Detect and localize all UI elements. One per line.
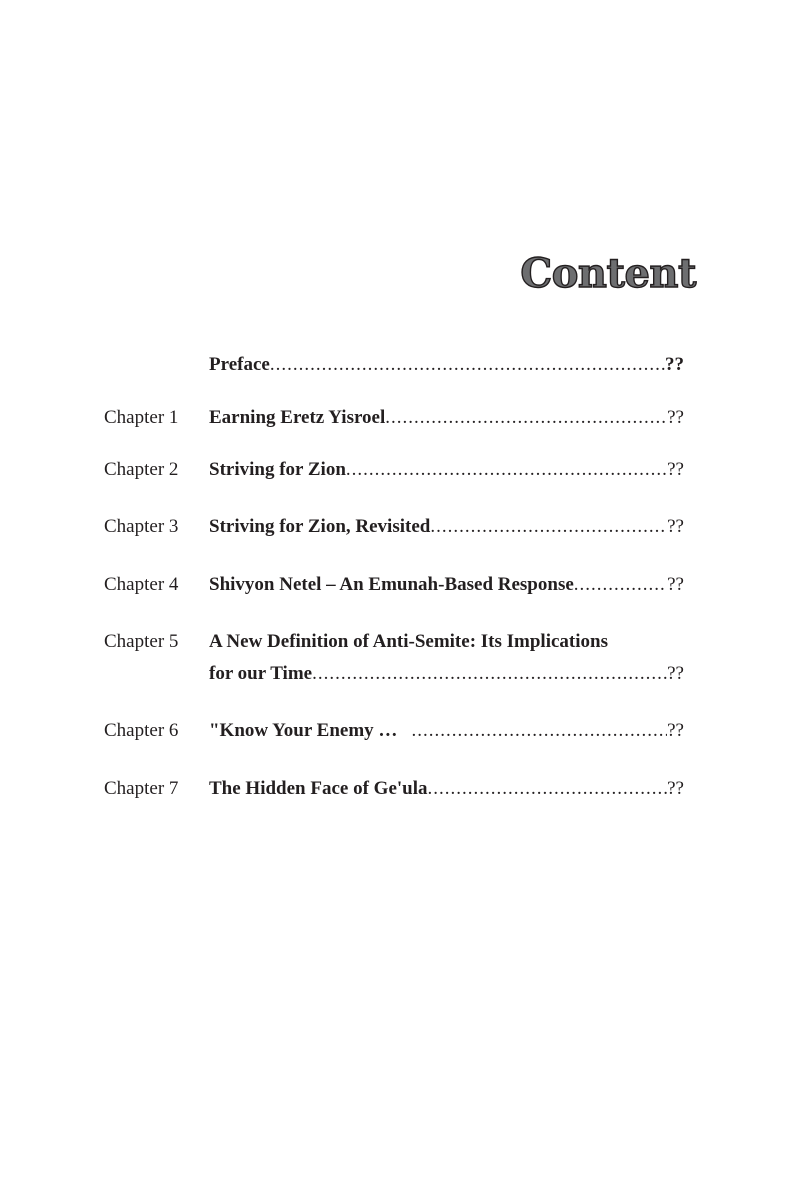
table-of-contents bbox=[104, 349, 684, 805]
chapter-label: Chapter 4 bbox=[104, 574, 179, 595]
entry-title-line-2: for our Time bbox=[209, 663, 313, 684]
dot-leader bbox=[312, 658, 667, 690]
entry-body bbox=[209, 511, 684, 543]
toc-entry-chapter-3[interactable] bbox=[104, 511, 684, 543]
chapter-label: Chapter 7 bbox=[104, 778, 179, 799]
entry-title: Earning Eretz Yisroel bbox=[209, 407, 386, 428]
toc-entry-chapter-1[interactable] bbox=[104, 402, 684, 434]
page-number: ?? bbox=[667, 516, 684, 537]
entry-line bbox=[209, 715, 684, 747]
entry-body bbox=[209, 569, 684, 601]
entry-title: Striving for Zion bbox=[209, 459, 346, 480]
entry-line bbox=[209, 658, 684, 690]
toc-entry-chapter-5[interactable] bbox=[104, 626, 684, 690]
page-number: ?? bbox=[667, 574, 684, 595]
entry-body bbox=[209, 773, 684, 805]
chapter-label: Chapter 3 bbox=[104, 516, 179, 537]
dot-leader bbox=[411, 715, 667, 747]
entry-title: Striving for Zion, Revisited bbox=[209, 516, 431, 537]
entry-body bbox=[209, 349, 684, 381]
toc-entry-chapter-6[interactable] bbox=[104, 715, 684, 747]
chapter-label: Chapter 5 bbox=[104, 631, 179, 652]
entry-title-line-1: A New Definition of Anti-Semite: Its Implications bbox=[209, 631, 608, 652]
entry-title: Preface bbox=[209, 354, 270, 375]
dot-leader bbox=[385, 402, 667, 434]
toc-entry-chapter-2[interactable] bbox=[104, 454, 684, 486]
page-title: Content bbox=[520, 250, 696, 297]
entry-title: "Know Your Enemy … bbox=[209, 720, 398, 741]
entry-body bbox=[209, 454, 684, 486]
entry-body bbox=[209, 715, 684, 747]
entry-title: Shivyon Netel – An Emunah-Based Response bbox=[209, 574, 574, 595]
entry-line bbox=[209, 569, 684, 601]
entry-line bbox=[209, 773, 684, 805]
entry-line bbox=[209, 454, 684, 486]
entry-line bbox=[209, 349, 684, 381]
page-number: ?? bbox=[667, 720, 684, 741]
toc-entry-chapter-7[interactable] bbox=[104, 773, 684, 805]
chapter-label: Chapter 6 bbox=[104, 720, 179, 741]
dot-leader bbox=[574, 569, 667, 601]
page-number: ?? bbox=[667, 778, 684, 799]
entry-body bbox=[209, 626, 684, 690]
dot-leader bbox=[430, 511, 667, 543]
entry-line bbox=[209, 511, 684, 543]
toc-entry-chapter-4[interactable] bbox=[104, 569, 684, 601]
page-number: ?? bbox=[667, 407, 684, 428]
dot-leader bbox=[428, 773, 668, 805]
dot-leader bbox=[346, 454, 667, 486]
page-number: ?? bbox=[667, 459, 684, 480]
toc-entry-preface[interactable] bbox=[104, 349, 684, 381]
entry-line bbox=[209, 402, 684, 434]
chapter-label: Chapter 2 bbox=[104, 459, 179, 480]
chapter-label: Chapter 1 bbox=[104, 407, 179, 428]
page-number: ?? bbox=[667, 663, 684, 684]
page-number: ?? bbox=[665, 354, 684, 375]
dot-leader bbox=[270, 349, 665, 381]
entry-body bbox=[209, 402, 684, 434]
entry-title: The Hidden Face of Ge'ula bbox=[209, 778, 428, 799]
